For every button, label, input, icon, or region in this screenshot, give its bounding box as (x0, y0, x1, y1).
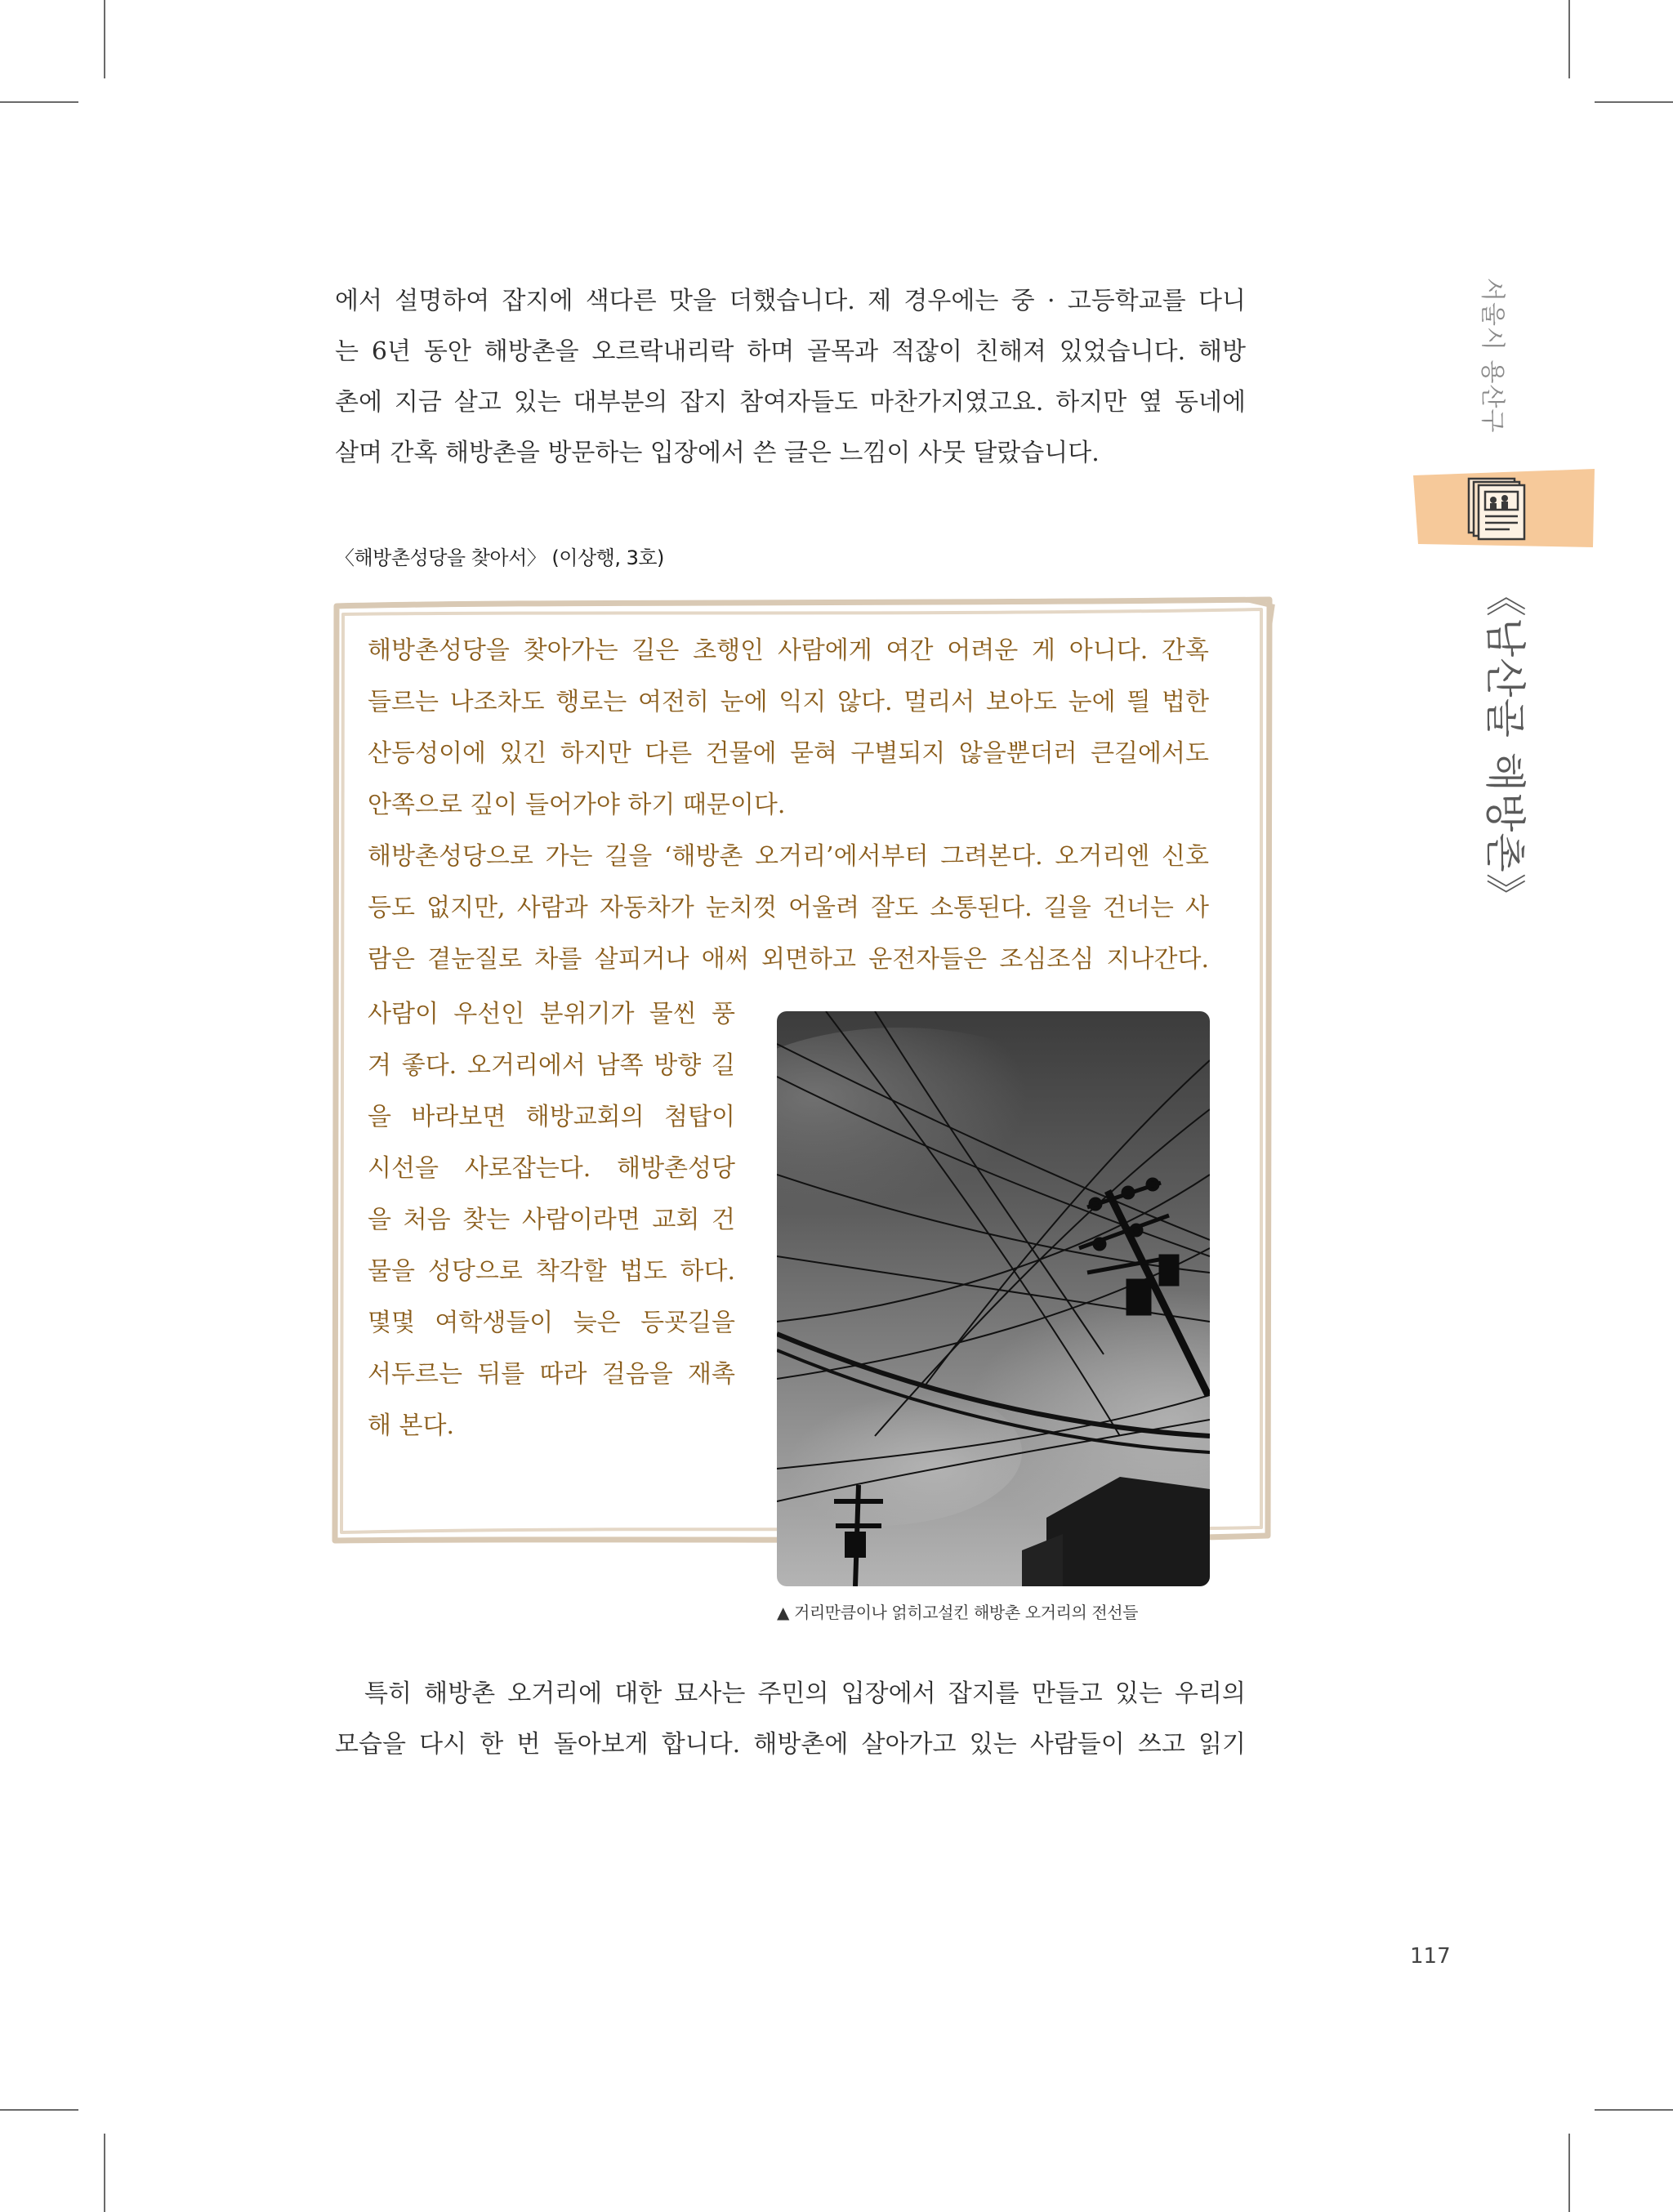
photo-caption: ▲ 거리만큼이나 얽히고설킨 해방촌 오거리의 전선들 (777, 1603, 1139, 1622)
paragraph-line: 촌에 지금 살고 있는 대부분의 잡지 참여자들도 마찬가지였고요. 하지만 옆 동네에 (335, 388, 1246, 417)
quote-line: 해 본다. (368, 1411, 455, 1440)
quote-line: 시선을 사로잡는다. 해방촌성당 (368, 1154, 735, 1183)
power-lines-image (777, 1011, 1210, 1586)
crop-mark (104, 2134, 105, 2212)
crop-mark (1568, 0, 1570, 78)
paragraph-line: 는 6년 동안 해방촌을 오르락내리락 하며 골목과 적잖이 친해져 있었습니다. 해방 (335, 337, 1246, 366)
crop-mark (1595, 2109, 1673, 2111)
crop-mark (104, 0, 105, 78)
side-district-label: 서울시 용산구 (1478, 278, 1506, 434)
quote-line: 안쪽으로 깊이 들어가야 하기 때문이다. (368, 791, 786, 819)
closing-paragraph (335, 1669, 1246, 1770)
quote-line: 몇몇 여학생들이 늦은 등굣길을 (368, 1309, 735, 1337)
quote-line: 사람이 우선인 분위기가 물씬 풍 (368, 1000, 735, 1028)
crop-mark (0, 101, 78, 103)
paragraph-line: 특히 해방촌 오거리에 대한 묘사는 주민의 입장에서 잡지를 만들고 있는 우리의 (364, 1679, 1246, 1708)
paragraph-line: 모습을 다시 한 번 돌아보게 합니다. 해방촌에 살아가고 있는 사람들이 쓰고 읽기 (335, 1730, 1246, 1759)
quote-line: 산등성이에 있긴 하지만 다른 건물에 묻혀 구별되지 않을뿐더러 큰길에서도 (368, 739, 1209, 768)
reference-heading: 〈해방촌성당을 찾아서〉 (이상행, 3호) (335, 546, 664, 569)
crop-mark (0, 2109, 78, 2111)
quote-line: 들르는 나조차도 행로는 여전히 눈에 익지 않다. 멀리서 보아도 눈에 띌 법한 (368, 688, 1209, 716)
quote-text-narrow (368, 988, 735, 1452)
power-lines-photo (777, 1011, 1210, 1586)
quote-line: 을 처음 찾는 사람이라면 교회 건 (368, 1206, 735, 1234)
crop-mark (1568, 2134, 1570, 2212)
intro-paragraph (335, 276, 1246, 479)
quote-line: 서두르는 뒤를 따라 걸음을 재촉 (368, 1360, 735, 1389)
side-tab (1413, 467, 1595, 549)
quote-line: 해방촌성당으로 가는 길을 ‘해방촌 오거리’에서부터 그려본다. 오거리엔 신호 (368, 842, 1209, 871)
page-number: 117 (1410, 1944, 1451, 1969)
crop-mark (1595, 101, 1673, 103)
side-book-title: 《남산골 해방촌》 (1481, 576, 1528, 915)
quote-line: 해방촌성당을 찾아가는 길은 초행인 사람에게 여간 어려운 게 아니다. 간혹 (368, 636, 1209, 665)
quote-text-wide (368, 625, 1209, 985)
paragraph-line: 살며 간혹 해방촌을 방문하는 입장에서 쓴 글은 느낌이 사뭇 달랐습니다. (335, 439, 1100, 467)
newspaper-icon (1413, 467, 1595, 549)
quote-line: 물을 성당으로 착각할 법도 하다. (368, 1257, 735, 1286)
quote-line: 람은 곁눈질로 차를 살피거나 애써 외면하고 운전자들은 조심조심 지나간다. (368, 945, 1209, 974)
quote-line: 을 바라보면 해방교회의 첨탑이 (368, 1103, 735, 1131)
quote-line: 겨 좋다. 오거리에서 남쪽 방향 길 (368, 1051, 735, 1080)
paragraph-line: 에서 설명하여 잡지에 색다른 맛을 더했습니다. 제 경우에는 중 · 고등학교를 다니 (335, 287, 1246, 315)
quote-line: 등도 없지만, 사람과 자동차가 눈치껏 어울려 잘도 소통된다. 길을 건너는 사 (368, 894, 1209, 922)
